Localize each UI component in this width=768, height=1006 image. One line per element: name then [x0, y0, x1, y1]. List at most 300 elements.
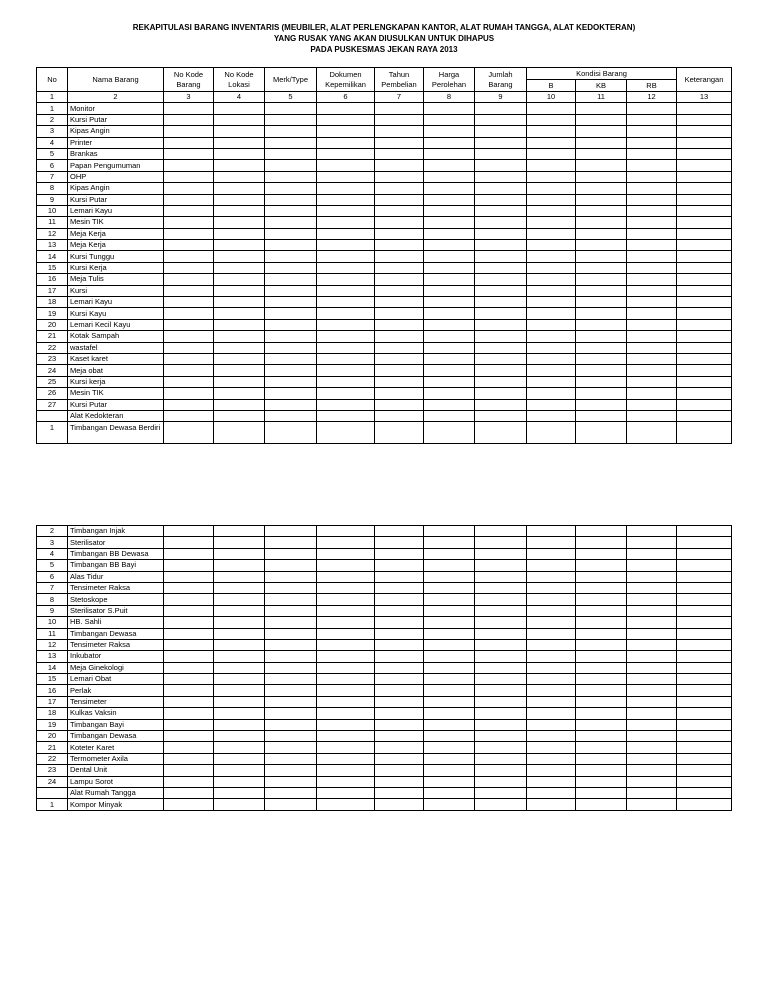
empty-cell [527, 560, 576, 571]
column-number: 6 [317, 92, 375, 103]
empty-cell [627, 765, 677, 776]
empty-cell [317, 799, 375, 810]
empty-cell [214, 719, 265, 730]
empty-cell [677, 331, 732, 342]
empty-cell [424, 331, 475, 342]
empty-cell [475, 628, 527, 639]
empty-cell [424, 651, 475, 662]
empty-cell [576, 126, 627, 137]
item-name: Papan Pengumuman [68, 160, 164, 171]
empty-cell [576, 674, 627, 685]
empty-cell [317, 240, 375, 251]
empty-cell [214, 753, 265, 764]
empty-cell [677, 217, 732, 228]
empty-cell [164, 205, 214, 216]
empty-cell [677, 639, 732, 650]
empty-cell [677, 526, 732, 537]
empty-cell [164, 410, 214, 421]
table-row [37, 753, 732, 764]
empty-cell [214, 674, 265, 685]
empty-cell [317, 262, 375, 273]
empty-cell [214, 662, 265, 673]
empty-cell [677, 696, 732, 707]
empty-cell [164, 137, 214, 148]
empty-cell [627, 651, 677, 662]
empty-cell [627, 594, 677, 605]
row-number: 4 [37, 137, 68, 148]
empty-cell [677, 617, 732, 628]
empty-cell [375, 228, 424, 239]
empty-cell [214, 103, 265, 114]
empty-cell [424, 148, 475, 159]
empty-cell [164, 376, 214, 387]
empty-cell [375, 560, 424, 571]
empty-cell [576, 731, 627, 742]
empty-cell [677, 228, 732, 239]
row-number: 6 [37, 160, 68, 171]
empty-cell [265, 160, 317, 171]
empty-cell [527, 342, 576, 353]
empty-cell [164, 262, 214, 273]
item-name: Printer [68, 137, 164, 148]
empty-cell [317, 388, 375, 399]
empty-cell [214, 137, 265, 148]
table-body-page1 [37, 103, 732, 444]
row-number: 15 [37, 262, 68, 273]
empty-cell [627, 799, 677, 810]
empty-cell [627, 560, 677, 571]
empty-cell [375, 285, 424, 296]
row-number: 22 [37, 342, 68, 353]
row-number: 17 [37, 285, 68, 296]
item-name: Timbangan Bayi [68, 719, 164, 730]
empty-cell [265, 297, 317, 308]
empty-cell [164, 731, 214, 742]
table-row [37, 719, 732, 730]
table-row [37, 137, 732, 148]
empty-cell [475, 742, 527, 753]
empty-cell [576, 103, 627, 114]
empty-cell [677, 365, 732, 376]
empty-cell [375, 674, 424, 685]
empty-cell [475, 160, 527, 171]
empty-cell [214, 708, 265, 719]
empty-cell [677, 342, 732, 353]
empty-cell [214, 251, 265, 262]
empty-cell [424, 297, 475, 308]
empty-cell [265, 674, 317, 685]
empty-cell [265, 376, 317, 387]
empty-cell [576, 753, 627, 764]
empty-cell [164, 548, 214, 559]
table-row [37, 628, 732, 639]
item-name: Brankas [68, 148, 164, 159]
empty-cell [576, 160, 627, 171]
empty-cell [627, 171, 677, 182]
empty-cell [576, 205, 627, 216]
empty-cell [424, 765, 475, 776]
row-number: 8 [37, 594, 68, 605]
empty-cell [164, 696, 214, 707]
empty-cell [627, 205, 677, 216]
row-number: 1 [37, 103, 68, 114]
empty-cell [424, 708, 475, 719]
item-name: Inkubator [68, 651, 164, 662]
empty-cell [576, 217, 627, 228]
empty-cell [424, 674, 475, 685]
empty-cell [677, 731, 732, 742]
empty-cell [214, 422, 265, 444]
empty-cell [214, 548, 265, 559]
empty-cell [627, 137, 677, 148]
table-row [37, 651, 732, 662]
table-row [37, 251, 732, 262]
header-harga: Harga Perolehan [424, 68, 475, 92]
empty-cell [527, 251, 576, 262]
empty-cell [164, 365, 214, 376]
item-name: Lemari Obat [68, 674, 164, 685]
empty-cell [375, 537, 424, 548]
empty-cell [375, 422, 424, 444]
empty-cell [627, 160, 677, 171]
empty-cell [527, 103, 576, 114]
empty-cell [677, 114, 732, 125]
report-location: PADA PUSKESMAS JEKAN RAYA 2013 [310, 45, 458, 54]
item-name: Timbangan Dewasa [68, 731, 164, 742]
table-row [37, 103, 732, 114]
header-no-kode-barang: No Kode Barang [164, 68, 214, 92]
empty-cell [164, 787, 214, 798]
empty-cell [424, 719, 475, 730]
empty-cell [317, 605, 375, 616]
empty-cell [527, 285, 576, 296]
empty-cell [677, 628, 732, 639]
empty-cell [375, 742, 424, 753]
item-name: Meja Kerja [68, 228, 164, 239]
empty-cell [475, 662, 527, 673]
empty-cell [424, 617, 475, 628]
empty-cell [424, 548, 475, 559]
empty-cell [317, 685, 375, 696]
empty-cell [424, 342, 475, 353]
empty-cell [375, 582, 424, 593]
empty-cell [265, 776, 317, 787]
empty-cell [317, 137, 375, 148]
row-number: 2 [37, 526, 68, 537]
empty-cell [317, 560, 375, 571]
empty-cell [475, 114, 527, 125]
empty-cell [317, 342, 375, 353]
empty-cell [677, 297, 732, 308]
empty-cell [677, 262, 732, 273]
empty-cell [317, 148, 375, 159]
empty-cell [475, 685, 527, 696]
empty-cell [527, 617, 576, 628]
empty-cell [475, 319, 527, 330]
empty-cell [317, 594, 375, 605]
row-number: 2 [37, 114, 68, 125]
empty-cell [265, 787, 317, 798]
row-number: 13 [37, 240, 68, 251]
empty-cell [375, 651, 424, 662]
empty-cell [317, 251, 375, 262]
item-name: Meja obat [68, 365, 164, 376]
empty-cell [265, 274, 317, 285]
empty-cell [527, 787, 576, 798]
empty-cell [164, 685, 214, 696]
empty-cell [677, 137, 732, 148]
table-row [37, 205, 732, 216]
empty-cell [424, 353, 475, 364]
table-row [37, 399, 732, 410]
item-name: Termometer Axila [68, 753, 164, 764]
empty-cell [475, 194, 527, 205]
header-nama-barang: Nama Barang [68, 68, 164, 92]
empty-cell [475, 708, 527, 719]
empty-cell [475, 548, 527, 559]
row-number: 1 [37, 422, 68, 444]
empty-cell [214, 537, 265, 548]
empty-cell [576, 251, 627, 262]
empty-cell [424, 126, 475, 137]
empty-cell [375, 662, 424, 673]
table-row [37, 194, 732, 205]
empty-cell [677, 582, 732, 593]
empty-cell [164, 103, 214, 114]
empty-cell [627, 548, 677, 559]
empty-cell [475, 365, 527, 376]
empty-cell [677, 160, 732, 171]
empty-cell [677, 353, 732, 364]
empty-cell [475, 537, 527, 548]
empty-cell [375, 240, 424, 251]
empty-cell [317, 628, 375, 639]
empty-cell [576, 331, 627, 342]
empty-cell [265, 171, 317, 182]
empty-cell [164, 651, 214, 662]
empty-cell [677, 742, 732, 753]
empty-cell [375, 137, 424, 148]
row-number: 9 [37, 605, 68, 616]
empty-cell [475, 342, 527, 353]
empty-cell [265, 388, 317, 399]
empty-cell [375, 399, 424, 410]
item-name: Timbangan BB Bayi [68, 560, 164, 571]
empty-cell [527, 331, 576, 342]
empty-cell [527, 205, 576, 216]
empty-cell [265, 628, 317, 639]
empty-cell [527, 365, 576, 376]
empty-cell [576, 787, 627, 798]
empty-cell [627, 685, 677, 696]
empty-cell [214, 731, 265, 742]
empty-cell [576, 594, 627, 605]
empty-cell [475, 696, 527, 707]
table-row [37, 526, 732, 537]
empty-cell [164, 126, 214, 137]
item-name: Timbangan Dewasa [68, 628, 164, 639]
item-name: Tensimeter Raksa [68, 639, 164, 650]
empty-cell [375, 194, 424, 205]
empty-cell [214, 160, 265, 171]
empty-cell [576, 582, 627, 593]
empty-cell [164, 537, 214, 548]
empty-cell [424, 183, 475, 194]
empty-cell [576, 114, 627, 125]
empty-cell [576, 548, 627, 559]
empty-cell [375, 353, 424, 364]
empty-cell [317, 171, 375, 182]
empty-cell [214, 171, 265, 182]
column-number: 11 [576, 92, 627, 103]
empty-cell [317, 674, 375, 685]
empty-cell [475, 331, 527, 342]
inventory-table-page2 [36, 525, 732, 811]
item-name: Mesin TIK [68, 217, 164, 228]
empty-cell [265, 399, 317, 410]
empty-cell [527, 753, 576, 764]
empty-cell [375, 628, 424, 639]
empty-cell [576, 240, 627, 251]
table-row [37, 594, 732, 605]
empty-cell [424, 103, 475, 114]
table-row [37, 319, 732, 330]
empty-cell [164, 308, 214, 319]
empty-cell [265, 148, 317, 159]
empty-cell [576, 537, 627, 548]
empty-cell [677, 662, 732, 673]
empty-cell [317, 651, 375, 662]
empty-cell [424, 662, 475, 673]
empty-cell [424, 605, 475, 616]
empty-cell [424, 742, 475, 753]
empty-cell [317, 205, 375, 216]
empty-cell [424, 731, 475, 742]
row-number: 20 [37, 731, 68, 742]
header-kondisi-b: B [527, 80, 576, 92]
empty-cell [265, 308, 317, 319]
empty-cell [164, 799, 214, 810]
empty-cell [164, 662, 214, 673]
empty-cell [627, 342, 677, 353]
empty-cell [677, 685, 732, 696]
empty-cell [424, 753, 475, 764]
empty-cell [576, 605, 627, 616]
empty-cell [527, 662, 576, 673]
table-row [37, 685, 732, 696]
empty-cell [627, 399, 677, 410]
table-body-page2 [37, 526, 732, 811]
empty-cell [475, 674, 527, 685]
empty-cell [317, 765, 375, 776]
empty-cell [164, 571, 214, 582]
column-number: 3 [164, 92, 214, 103]
column-number: 7 [375, 92, 424, 103]
empty-cell [265, 799, 317, 810]
empty-cell [677, 319, 732, 330]
empty-cell [265, 753, 317, 764]
empty-cell [265, 582, 317, 593]
empty-cell [164, 240, 214, 251]
report-subtitle: YANG RUSAK YANG AKAN DIUSULKAN UNTUK DIHAPUS [273, 34, 495, 43]
empty-cell [527, 114, 576, 125]
empty-cell [317, 114, 375, 125]
empty-cell [375, 262, 424, 273]
empty-cell [627, 240, 677, 251]
empty-cell [424, 262, 475, 273]
row-number: 18 [37, 297, 68, 308]
empty-cell [265, 262, 317, 273]
empty-cell [317, 662, 375, 673]
empty-cell [677, 571, 732, 582]
empty-cell [576, 183, 627, 194]
empty-cell [627, 376, 677, 387]
row-number: 24 [37, 776, 68, 787]
empty-cell [475, 753, 527, 764]
item-name: Lampu Sorot [68, 776, 164, 787]
empty-cell [527, 742, 576, 753]
empty-cell [627, 274, 677, 285]
empty-cell [317, 331, 375, 342]
empty-cell [265, 251, 317, 262]
item-name: Meja Ginekologi [68, 662, 164, 673]
empty-cell [475, 787, 527, 798]
column-number: 12 [627, 92, 677, 103]
empty-cell [317, 183, 375, 194]
table-row [37, 410, 732, 421]
empty-cell [527, 137, 576, 148]
empty-cell [576, 262, 627, 273]
empty-cell [214, 365, 265, 376]
empty-cell [527, 194, 576, 205]
empty-cell [164, 228, 214, 239]
row-number: 23 [37, 765, 68, 776]
empty-cell [214, 628, 265, 639]
empty-cell [627, 331, 677, 342]
empty-cell [317, 719, 375, 730]
empty-cell [375, 594, 424, 605]
empty-cell [527, 594, 576, 605]
empty-cell [265, 365, 317, 376]
empty-cell [576, 776, 627, 787]
empty-cell [375, 548, 424, 559]
empty-cell [576, 285, 627, 296]
empty-cell [475, 526, 527, 537]
empty-cell [214, 651, 265, 662]
item-name: Kursi Kerja [68, 262, 164, 273]
empty-cell [214, 240, 265, 251]
empty-cell [475, 639, 527, 650]
table-row [37, 365, 732, 376]
column-number: 2 [68, 92, 164, 103]
empty-cell [576, 365, 627, 376]
empty-cell [527, 537, 576, 548]
empty-cell [627, 696, 677, 707]
table-row [37, 353, 732, 364]
empty-cell [375, 731, 424, 742]
item-name: Meja Kerja [68, 240, 164, 251]
empty-cell [317, 217, 375, 228]
empty-cell [375, 331, 424, 342]
empty-cell [475, 410, 527, 421]
empty-cell [576, 651, 627, 662]
empty-cell [677, 251, 732, 262]
empty-cell [214, 582, 265, 593]
empty-cell [576, 171, 627, 182]
table-row [37, 422, 732, 444]
empty-cell [424, 308, 475, 319]
empty-cell [214, 594, 265, 605]
